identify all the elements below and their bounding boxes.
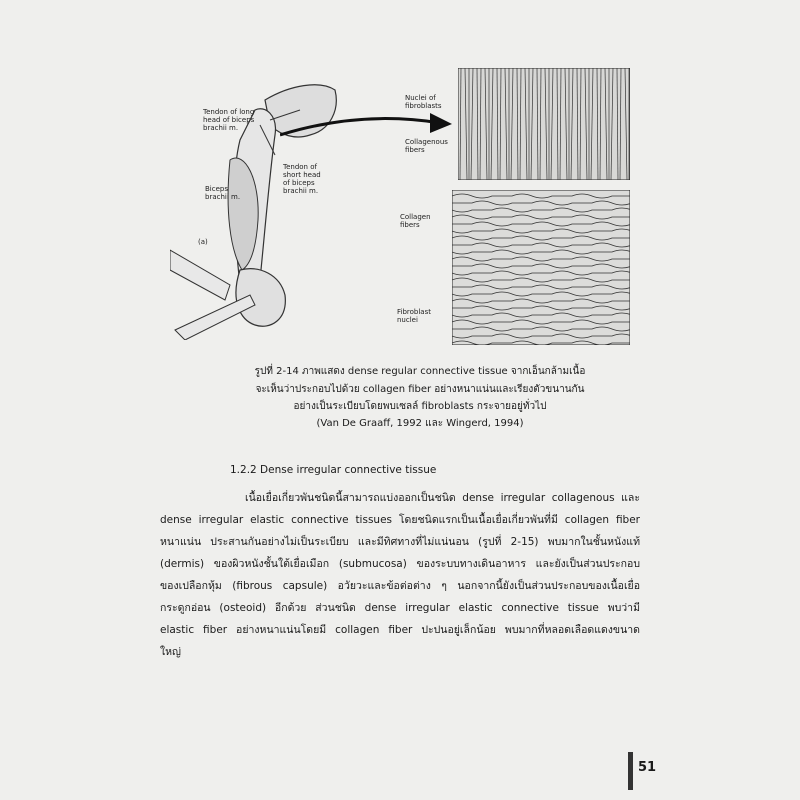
paragraph-line: หนาแน่น ประสานกันอย่างไม่เป็นระเบียบ และมีทิศทางที่ไม่แน่นอน (รูปที่ 2-15) พบมากในชั้นหนังแท้ (160, 536, 640, 548)
figure-caption-line: จะเห็นว่าประกอบไปด้วย collagen fiber อย่างหนาแน่นและเรียงตัวขนานกัน (255, 384, 585, 395)
paragraph-line: ใหญ่ (160, 646, 181, 658)
label-nuclei-fibroblasts: Nuclei of fibroblasts (405, 94, 442, 110)
page-number: 51 (638, 760, 657, 775)
paragraph-line: elastic fiber อย่างหนาแน่นโดยมี collagen fiber ปะปนอยู่เล็กน้อย พบมากที่หลอดเลือดแดงขนาด (160, 624, 640, 636)
section-heading: 1.2.2 Dense irregular connective tissue (230, 464, 437, 476)
label-fibroblast-nuclei: Fibroblast nuclei (397, 308, 431, 324)
figure-caption-line: อย่างเป็นระเบียบโดยพบเซลล์ fibroblasts กระจายอยู่ทั่วไป (293, 401, 547, 412)
paragraph-line: dense irregular elastic connective tissues โดยชนิดแรกเป็นเนื้อเยื่อเกี่ยวพันที่มี collagen fiber (160, 514, 640, 526)
regular-tissue-micrograph (458, 68, 630, 180)
page-number-bar (628, 752, 633, 790)
paragraph-line: (dermis) ของผิวหนังชั้นใต้เยื่อเมือก (submucosa) ของระบบทางเดินอาหาร และยังเป็นส่วนประกอบ (160, 558, 640, 570)
label-biceps: Biceps brachii m. (205, 185, 241, 201)
label-tendon-long: Tendon of long head of biceps brachii m. (203, 108, 255, 132)
label-panel-a: (a) (198, 238, 208, 246)
paragraph-line: ของเปลือกหุ้ม (fibrous capsule) อวัยวะและข้อต่อต่าง ๆ นอกจากนี้ยังเป็นส่วนประกอบของเนื้อเยื่อ (160, 580, 640, 592)
irregular-tissue-micrograph (452, 190, 630, 345)
paragraph-line: เนื้อเยื่อเกี่ยวพันชนิดนี้สามารถแบ่งออกเป็นชนิด dense irregular collagenous และ (245, 492, 640, 504)
paragraph-line: กระดูกอ่อน (osteoid) อีกด้วย ส่วนชนิด dense irregular elastic connective tissue พบว่ามี (160, 602, 640, 614)
figure-caption-line: (Van De Graaff, 1992 และ Wingerd, 1994) (316, 418, 524, 429)
label-collagen-fibers: Collagen fibers (400, 213, 431, 229)
label-tendon-short: Tendon of short head of biceps brachii m. (283, 163, 321, 195)
figure-caption-line: รูปที่ 2-14 ภาพแสดง dense regular connective tissue จากเอ็นกล้ามเนื้อ (254, 366, 586, 377)
label-collagenous-fibers: Collagenous fibers (405, 138, 448, 154)
